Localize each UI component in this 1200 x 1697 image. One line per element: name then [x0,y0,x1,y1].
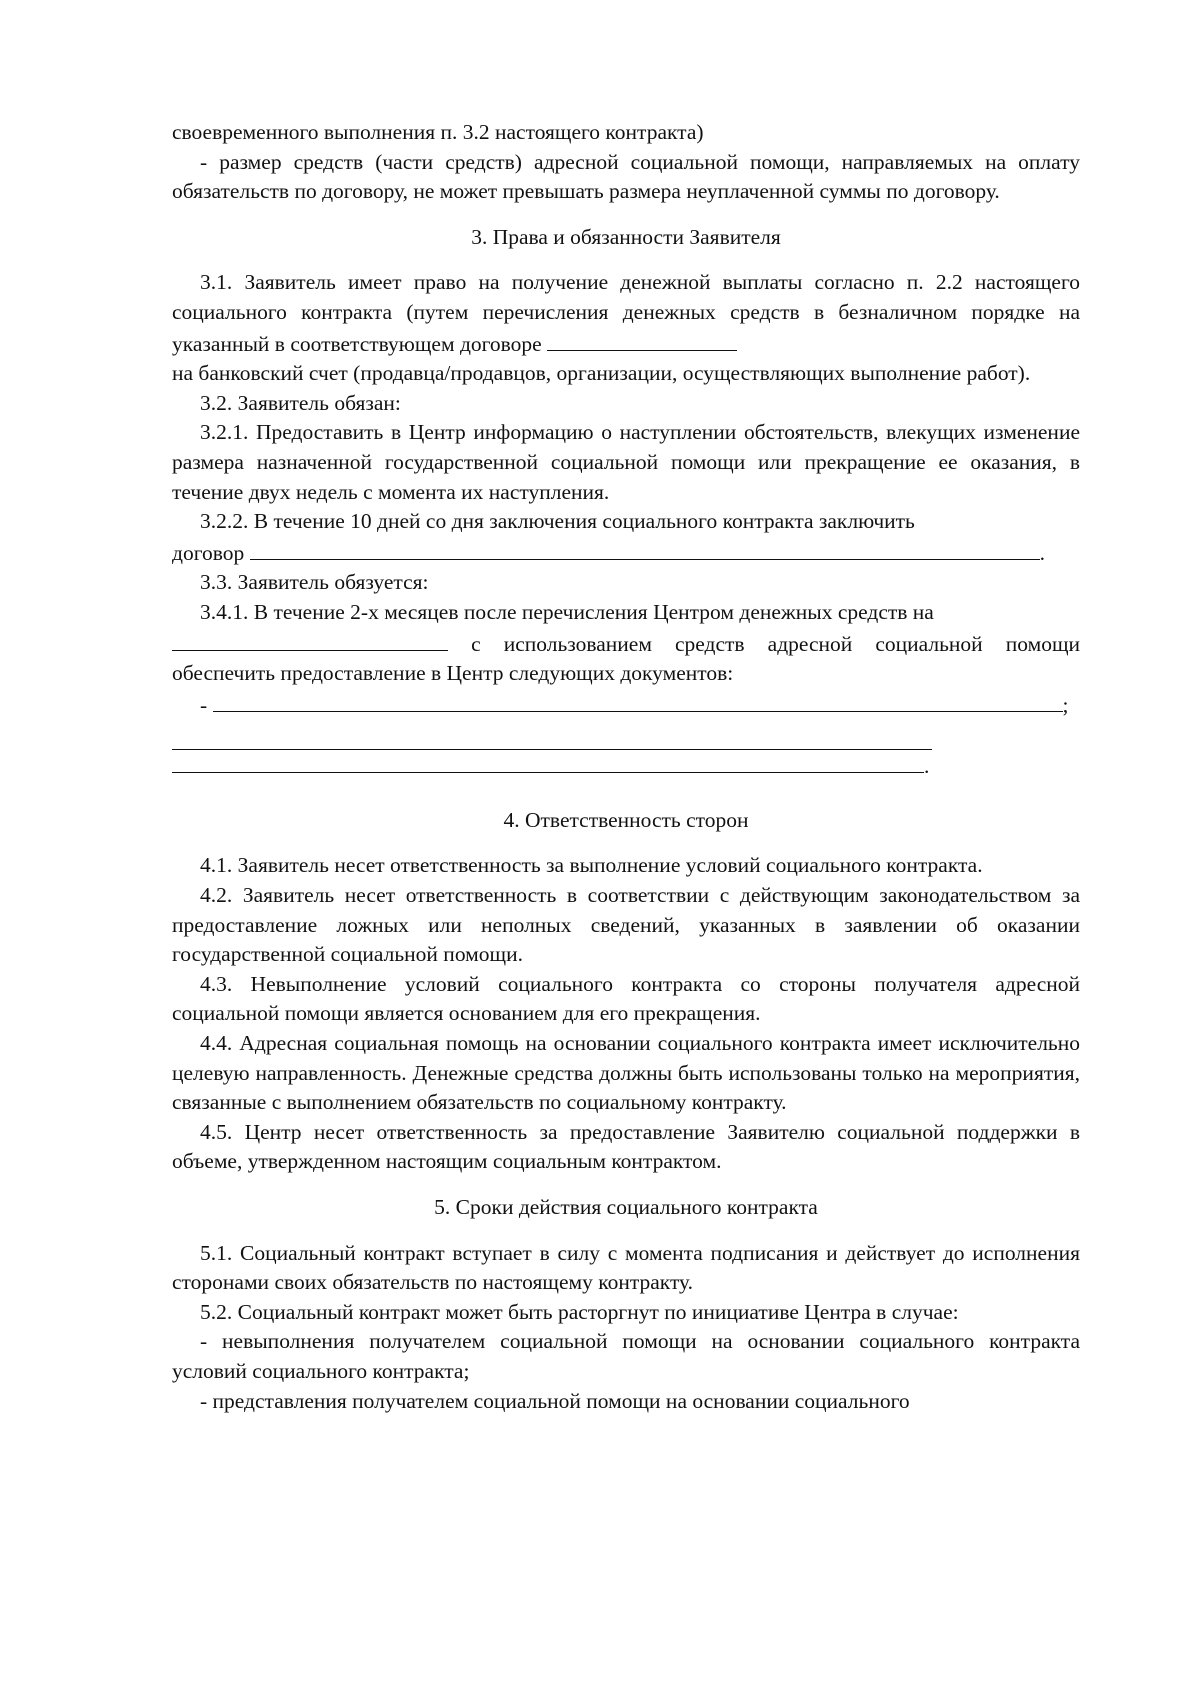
blank-field-account [547,328,737,351]
paragraph-4-4: 4.4. Адресная социальная помощь на основании социального контракта имеет исключительно целевую направленность. Денежные средства должны быть использованы только на мероприятия, связанные с выполнением обязательств по социальному контракту. [172,1031,1080,1115]
blank-field-document-2 [172,727,932,750]
paragraph-5-2: 5.2. Социальный контракт может быть расторгнут по инициативе Центра в случае: [200,1299,959,1324]
paragraph-5-2-a: - невыполнения получателем социальной помощи на основании социального контракта условий социального контракта; [172,1329,1080,1383]
section-3-title: 3. Права и обязанности Заявителя [471,224,781,249]
blank-field-contract [250,537,1040,560]
paragraph-4-3: 4.3. Невыполнение условий социального контракта со стороны получателя адресной социальной помощи является основанием для его прекращения. [172,971,1080,1026]
paragraph-4-5: 4.5. Центр несет ответственность за предоставление Заявителю социальной поддержки в объеме, утвержденном настоящим социальным контрактом. [172,1119,1080,1174]
documents-last-line: . [172,750,1080,782]
documents-list-line: - ; [172,689,1080,721]
section-4-title: 4. Ответственность сторон [503,807,749,832]
paragraph-3-4-1-continued: с использованием средств адресной социальной помощи обеспечить предоставление в Центр следующих документов: [172,628,1080,689]
paragraph-5-1: 5.1. Социальный контракт вступает в силу с момента подписания и действует до исполнения сторонами своих обязательств по настоящему контракту. [172,1240,1080,1295]
paragraph-5-2-b: - представления получателем социальной помощи на основании социального [200,1388,910,1413]
paragraph-3-3: 3.3. Заявитель обязуется: [200,570,429,595]
blank-field-document-3 [172,750,924,773]
paragraph-4-2: 4.2. Заявитель несет ответственность в соответствии с действующим законодательством за предоставление ложных или неполных сведений, указанных в заявлении об оказании государственной социальной помощи. [172,883,1080,967]
paragraph-payment-limit: - размер средств (части средств) адресной социальной помощи, направляемых на оплату обязательств по договору, не может превышать размера неуплаченной суммы по договору. [172,149,1080,204]
paragraph-3-4-1: 3.4.1. В течение 2-х месяцев после перечисления Центром денежных средств на [200,599,934,624]
paragraph-3-2-2-contract: договор . [172,537,1080,569]
section-5-title: 5. Сроки действия социального контракта [434,1195,818,1219]
paragraph-3-2: 3.2. Заявитель обязан: [200,390,401,415]
blank-field-document-1 [213,689,1063,712]
paragraph-continuation: своевременного выполнения п. 3.2 настоящего контракта) [172,120,704,144]
paragraph-4-1: 4.1. Заявитель несет ответственность за выполнение условий социального контракта. [200,853,983,878]
paragraph-3-2-2: 3.2.2. В течение 10 дней со дня заключения социального контракта заключить [200,509,915,534]
blank-field-purpose [172,628,448,651]
paragraph-3-1: 3.1. Заявитель имеет право на получение денежной выплаты согласно п. 2.2 настоящего социального контракта (путем перечисления денежных средств в безналичном порядке на указанный в соответствующем договоре [172,270,1080,356]
document-page [172,118,1080,1416]
paragraph-3-2-1: 3.2.1. Предоставить в Центр информацию о наступлении обстоятельств, влекущих изменение размера назначенной государственной социальной помощи или прекращение ее оказания, в течение двух недель с момента их наступления. [172,420,1080,504]
paragraph-3-1-continued: на банковский счет (продавца/продавцов, организации, осуществляющих выполнение работ). [172,361,1031,386]
